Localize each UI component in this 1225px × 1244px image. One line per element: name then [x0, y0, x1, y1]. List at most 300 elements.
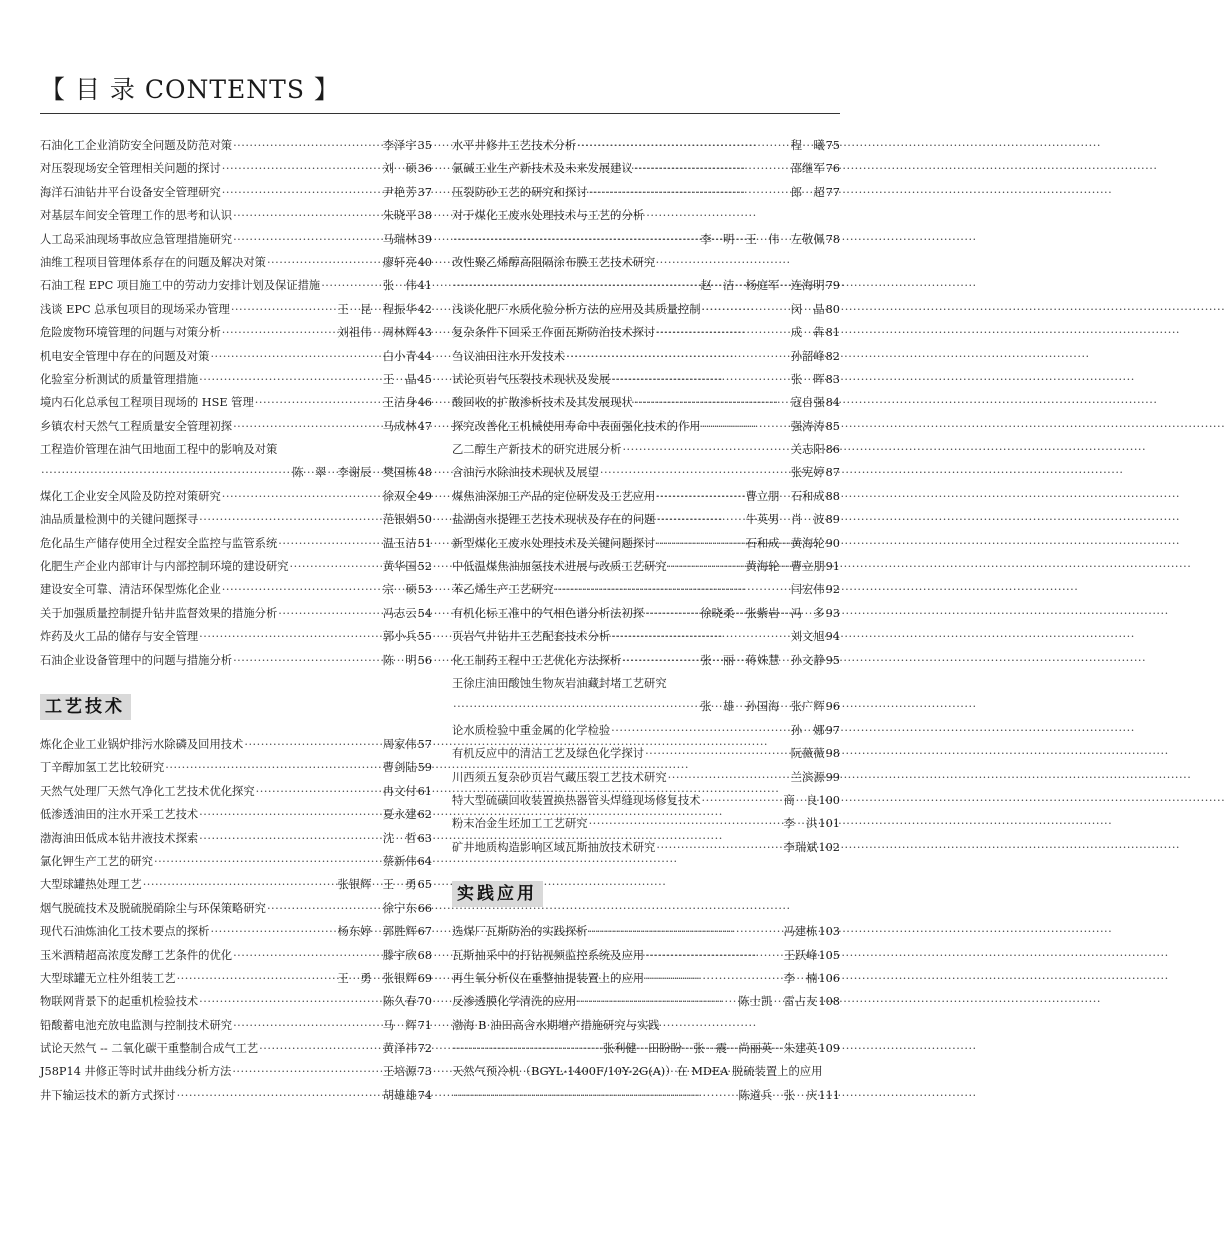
entry-authors: 张 晖 — [790, 372, 825, 386]
entry-byline — [338, 967, 432, 990]
dot-leader — [645, 742, 790, 765]
entry-title: 酸回收的扩散渗析技术及其发展现状 — [452, 396, 633, 410]
toc-entry[interactable] — [452, 625, 840, 648]
entry-byline — [746, 532, 840, 555]
entry-byline — [383, 803, 432, 826]
entry-page-number: 73 — [417, 1065, 432, 1079]
entry-authors: 朱晓平 — [382, 209, 417, 223]
dot-leader — [233, 228, 382, 251]
toc-entry[interactable] — [40, 438, 432, 461]
toc-entry[interactable] — [452, 532, 840, 555]
toc-entry[interactable] — [40, 461, 432, 484]
toc-entry[interactable] — [40, 321, 432, 344]
dot-leader — [645, 602, 699, 625]
entry-byline — [700, 649, 840, 672]
entry-authors: 张 雄 孙国海 张广辉 — [700, 700, 825, 714]
entry-page-number: 44 — [417, 349, 432, 363]
entry-page-number: 41 — [417, 279, 432, 293]
toc-entry[interactable] — [40, 415, 432, 438]
entry-title: 乙二醇生产新技术的研究进展分析 — [452, 443, 622, 457]
entry-authors: 马成林 — [382, 419, 417, 433]
entry-title: 试论天然气 -- 二氧化碳干重整制合成气工艺 — [40, 1042, 259, 1056]
entry-byline — [383, 827, 432, 850]
entry-page-number: 42 — [417, 302, 432, 316]
entry-page-number: 63 — [417, 831, 432, 845]
entry-title: 丁辛醇加氢工艺比较研究 — [40, 761, 165, 775]
dot-leader — [656, 321, 789, 344]
toc-entry[interactable] — [452, 1014, 840, 1037]
entry-title: 对于煤化工废水处理技术与工艺的分析 — [452, 209, 645, 223]
entry-authors: 关志阳 — [790, 443, 825, 457]
entry-page-number: 87 — [825, 466, 840, 480]
entry-page-number: 89 — [825, 513, 840, 527]
toc-entry[interactable] — [452, 415, 840, 438]
toc-entry[interactable] — [452, 274, 840, 297]
toc-entry[interactable] — [40, 345, 432, 368]
entry-title: 粉末冶金生坯加工工艺研究 — [452, 817, 588, 831]
entry-page-number: 50 — [417, 513, 432, 527]
toc-entry[interactable] — [452, 990, 840, 1013]
toc-entry[interactable] — [40, 602, 432, 625]
toc-entry[interactable] — [452, 485, 840, 508]
toc-entry[interactable] — [40, 578, 432, 601]
dot-leader — [634, 391, 790, 414]
entry-title: 关于加强质量控制提升钻井监督效果的措施分析 — [40, 606, 278, 620]
toc-entry[interactable] — [452, 134, 840, 157]
entry-title: 有机反应中的清洁工艺及绿色化学探讨 — [452, 747, 645, 761]
toc-entry[interactable] — [40, 1014, 432, 1037]
toc-entry[interactable] — [452, 1060, 840, 1083]
dot-leader — [233, 204, 382, 227]
toc-entry[interactable] — [40, 920, 432, 943]
entry-authors: 李 楠 — [783, 971, 818, 985]
entry-title: 石油企业设备管理中的问题与措施分析 — [40, 653, 233, 667]
toc-entry[interactable] — [40, 204, 432, 227]
entry-page-number: 90 — [825, 536, 840, 550]
entry-page-number: 97 — [825, 723, 840, 737]
entry-byline — [383, 415, 432, 438]
toc-entry[interactable] — [40, 733, 432, 756]
toc-entry[interactable] — [40, 181, 432, 204]
entry-title: 炸药及火工品的储存与安全管理 — [40, 630, 199, 644]
toc-entry[interactable] — [452, 602, 840, 625]
toc-entry[interactable] — [40, 532, 432, 555]
toc-entry[interactable] — [452, 766, 840, 789]
entry-byline — [383, 1014, 432, 1037]
entry-title: 瓦斯抽采中的打钻视频监控系统及应用 — [452, 948, 645, 962]
entry-title: 石油化工企业消防安全问题及防范对策 — [40, 139, 233, 152]
entry-authors: 冯志云 — [382, 606, 417, 620]
entry-title: 机电安全管理中存在的问题及对策 — [40, 349, 210, 363]
entry-title: 石油工程 EPC 项目施工中的劳动力安排计划及保证措施 — [40, 279, 321, 293]
dot-leader — [453, 695, 699, 718]
toc-entry[interactable] — [40, 897, 432, 920]
entry-authors: 王 晶 — [382, 372, 417, 386]
dot-leader — [622, 438, 789, 461]
entry-byline — [383, 134, 432, 157]
entry-byline — [383, 990, 432, 1013]
entry-byline — [791, 321, 840, 344]
entry-page-number: 69 — [417, 971, 432, 985]
entry-title: 刍议油田注水开发技术 — [452, 349, 565, 363]
entry-byline — [383, 274, 432, 297]
entry-byline — [383, 1060, 432, 1083]
toc-entry[interactable] — [40, 756, 432, 779]
entry-page-number: 82 — [825, 349, 840, 363]
toc-entry[interactable] — [40, 625, 432, 648]
entry-byline — [383, 368, 432, 391]
dot-leader — [222, 157, 382, 180]
entry-title: 探究改善化工机械使用寿命中表面强化技术的作用 — [452, 419, 701, 433]
entry-byline — [338, 873, 432, 896]
toc-entry[interactable] — [40, 134, 432, 157]
entry-page-number: 78 — [825, 232, 840, 246]
entry-title: 危险废物环境管理的问题与对策分析 — [40, 326, 221, 340]
toc-entry[interactable] — [452, 181, 840, 204]
dot-leader — [278, 602, 381, 625]
entry-authors: 马瑞林 — [382, 232, 417, 246]
dot-leader — [41, 461, 291, 484]
entry-title: 新型煤化工废水处理技术及关键问题探讨 — [452, 536, 656, 550]
dot-leader — [611, 719, 790, 742]
dot-leader — [210, 920, 336, 943]
entry-title: 含油污水除油技术现状及展望 — [452, 466, 599, 480]
entry-byline — [738, 1084, 840, 1107]
toc-entry[interactable] — [40, 967, 432, 990]
dot-leader — [222, 578, 382, 601]
entry-authors: 黄泽祎 — [382, 1042, 417, 1056]
section-heading: 工艺技术 — [40, 694, 131, 720]
dot-leader — [290, 555, 382, 578]
toc-entry[interactable] — [452, 1037, 840, 1060]
toc-entry[interactable] — [40, 1060, 432, 1083]
entry-authors: 杨东婷 郭胜辉 — [337, 925, 417, 939]
entry-page-number: 80 — [825, 302, 840, 316]
dot-leader — [199, 368, 382, 391]
dot-leader — [656, 485, 744, 508]
entry-title: 选煤厂瓦斯防治的实践探析 — [452, 925, 588, 939]
entry-byline — [791, 391, 840, 414]
toc-entry[interactable] — [40, 251, 432, 274]
entry-page-number: 36 — [417, 162, 432, 176]
entry-title: 油维工程项目管理体系存在的问题及解决对策 — [40, 255, 266, 269]
entry-title: 低渗透油田的注水开采工艺技术 — [40, 808, 199, 822]
dot-leader — [668, 766, 790, 789]
entry-authors: 强涛涛 — [790, 419, 825, 433]
entry-byline — [383, 228, 432, 251]
entry-page-number: 70 — [417, 995, 432, 1009]
entry-authors: 赵 洁 杨庭军 连海明 — [700, 279, 825, 293]
toc-entry[interactable] — [452, 719, 840, 742]
entry-title: 海洋石油钻井平台设备安全管理研究 — [40, 185, 221, 199]
entry-byline — [383, 733, 432, 756]
entry-page-number: 105 — [818, 948, 840, 962]
entry-authors: 陈久春 — [382, 995, 417, 1009]
dot-leader — [233, 415, 382, 438]
entry-byline — [383, 157, 432, 180]
entry-byline — [383, 555, 432, 578]
entry-page-number: 72 — [417, 1042, 432, 1056]
entry-authors: 孙韶峰 — [790, 349, 825, 363]
toc-entry[interactable] — [452, 251, 840, 274]
entry-page-number: 75 — [825, 139, 840, 152]
toc-entry[interactable] — [40, 1037, 432, 1060]
entry-authors: 徐晓柔 张紫岩 冯 多 — [700, 606, 825, 620]
toc-entry[interactable] — [452, 555, 840, 578]
toc-entry[interactable] — [40, 298, 432, 321]
toc-entry[interactable] — [452, 204, 840, 227]
entry-title: 人工岛采油现场事故应急管理措施研究 — [40, 232, 233, 246]
toc-entry[interactable] — [452, 836, 840, 859]
toc-entry[interactable] — [452, 1084, 840, 1107]
entry-authors: 孙 娜 — [790, 723, 825, 737]
toc-entry[interactable] — [40, 368, 432, 391]
entry-byline — [791, 181, 840, 204]
entry-byline — [383, 602, 432, 625]
entry-authors: 张 伟 — [382, 279, 417, 293]
entry-page-number: 51 — [417, 536, 432, 550]
entry-page-number: 81 — [825, 326, 840, 340]
entry-authors: 兰滨源 — [790, 770, 825, 784]
entry-title: 大型球罐无立柱外组装工艺 — [40, 971, 176, 985]
toc-entry[interactable] — [40, 508, 432, 531]
entry-byline — [700, 228, 840, 251]
toc-entry[interactable] — [40, 228, 432, 251]
entry-byline — [791, 578, 840, 601]
entry-byline — [383, 1084, 432, 1107]
entry-authors: 张银辉 王 勇 — [337, 878, 417, 892]
toc-entry[interactable] — [452, 508, 840, 531]
toc-entry[interactable] — [40, 157, 432, 180]
toc-entry[interactable] — [40, 803, 432, 826]
toc-entry[interactable] — [452, 368, 840, 391]
toc-entry[interactable] — [40, 780, 432, 803]
contents-column-left — [40, 134, 432, 1107]
toc-entry[interactable] — [452, 461, 840, 484]
entry-byline — [700, 274, 840, 297]
entry-title: 复杂条件下回采工作面瓦斯防治技术探讨 — [452, 326, 656, 340]
toc-entry[interactable] — [40, 274, 432, 297]
entry-authors: 陈士凯 雷占友 — [738, 995, 818, 1009]
entry-title: 建设安全可靠、清洁环保型炼化企业 — [40, 583, 221, 597]
dot-leader — [222, 485, 382, 508]
entry-page-number: 54 — [417, 606, 432, 620]
toc-entry[interactable] — [452, 789, 840, 812]
entry-title: 境内石化总承包工程项目现场的 HSE 管理 — [40, 396, 254, 410]
toc-entry[interactable] — [452, 695, 840, 718]
dot-leader — [645, 967, 782, 990]
entry-byline — [791, 719, 840, 742]
toc-entry[interactable] — [452, 391, 840, 414]
entry-page-number: 93 — [825, 606, 840, 620]
entry-authors: 范银娟 — [382, 513, 417, 527]
entry-page-number: 53 — [417, 583, 432, 597]
entry-byline — [383, 508, 432, 531]
dot-leader — [256, 780, 382, 803]
entry-page-number: 66 — [417, 901, 432, 915]
entry-authors: 张宪婷 — [790, 466, 825, 480]
entry-authors: 闫宏伟 — [790, 583, 825, 597]
dot-leader — [656, 508, 744, 531]
entry-authors: 李 明 王 伟 左敬佩 — [700, 232, 825, 246]
entry-title: 论水质检验中重金属的化学检验 — [452, 723, 611, 737]
dot-leader — [634, 157, 790, 180]
entry-title: 王徐庄油田酸蚀生物灰岩油藏封堵工艺研究 — [452, 676, 667, 690]
entry-title: 川西须五复杂砂页岩气藏压裂工艺技术研究 — [452, 770, 667, 784]
entry-page-number: 61 — [417, 784, 432, 798]
dot-leader — [566, 345, 790, 368]
entry-byline — [383, 649, 432, 672]
entry-title: 渤海 B 油田高含水期增产措施研究与实践 — [452, 1018, 660, 1032]
entry-title: 水平井修井工艺技术分析 — [452, 139, 577, 152]
entry-authors: 张 丽 蒋姝慧 孙文静 — [700, 653, 825, 667]
dot-leader — [656, 836, 782, 859]
dot-leader — [600, 461, 790, 484]
entry-page-number: 77 — [825, 185, 840, 199]
entry-byline — [746, 508, 840, 531]
entry-title: 化工制药工程中工艺优化方法探析 — [452, 653, 622, 667]
entry-byline — [383, 578, 432, 601]
entry-authors: 滕宇欣 — [382, 948, 417, 962]
dot-leader — [233, 649, 382, 672]
toc-entry[interactable] — [40, 391, 432, 414]
toc-entry[interactable] — [40, 555, 432, 578]
entry-authors: 李瑞斌 — [783, 840, 818, 854]
entry-page-number: 84 — [825, 396, 840, 410]
toc-entry[interactable] — [40, 873, 432, 896]
dot-leader — [199, 508, 382, 531]
entry-byline — [791, 438, 840, 461]
entry-byline — [784, 944, 840, 967]
entry-page-number: 71 — [417, 1018, 432, 1032]
entry-page-number: 52 — [417, 560, 432, 574]
dot-leader — [702, 415, 790, 438]
dot-leader — [165, 756, 381, 779]
entry-title: 乡镇农村天然气工程质量安全管理初探 — [40, 419, 233, 433]
entry-byline — [784, 836, 840, 859]
entry-page-number: 37 — [417, 185, 432, 199]
entry-title: 工程造价管理在油气田地面工程中的影响及对策 — [40, 443, 278, 457]
entry-page-number: 94 — [825, 630, 840, 644]
entry-page-number: 39 — [417, 232, 432, 246]
entry-page-number: 79 — [825, 279, 840, 293]
entry-title: 矿井地质构造影响区域瓦斯抽放技术研究 — [452, 840, 656, 854]
entry-authors: 廖轩亮 — [382, 255, 417, 269]
entry-authors: 黄海轮 曹立朋 — [745, 560, 825, 574]
toc-entry[interactable] — [452, 649, 840, 672]
toc-entry[interactable] — [452, 578, 840, 601]
dot-leader — [199, 625, 382, 648]
entry-byline — [383, 391, 432, 414]
entry-page-number: 101 — [818, 817, 840, 831]
dot-leader — [577, 990, 737, 1013]
entry-page-number: 98 — [825, 747, 840, 761]
entry-authors: 成 犇 — [790, 326, 825, 340]
toc-entry[interactable] — [40, 990, 432, 1013]
entry-title: 物联网背景下的起重机检验技术 — [40, 995, 199, 1009]
entry-title: 对基层车间安全管理工作的思考和认识 — [40, 209, 233, 223]
toc-entry[interactable] — [40, 1084, 432, 1107]
entry-title: 压裂防砂工艺的研究和探讨 — [452, 185, 588, 199]
toc-entry[interactable] — [40, 944, 432, 967]
entry-title: 天然气预冷机（BGYL-1400F/10Y-2G(A)）在 MDEA 脱硫装置上的应用 — [452, 1065, 823, 1079]
toc-entry[interactable] — [452, 228, 840, 251]
dot-leader — [668, 555, 745, 578]
toc-entry[interactable] — [452, 944, 840, 967]
entry-page-number: 102 — [818, 840, 840, 854]
entry-authors: 商 良 — [783, 793, 818, 807]
dot-leader — [622, 649, 699, 672]
dot-leader — [645, 944, 782, 967]
entry-authors: 陈 翠 李谢辰 樊国栋 — [292, 466, 417, 480]
entry-page-number: 92 — [825, 583, 840, 597]
toc-entry[interactable] — [40, 850, 432, 873]
entry-page-number: 57 — [417, 737, 432, 751]
entry-page-number: 111 — [818, 1088, 840, 1102]
entry-byline — [383, 850, 432, 873]
entry-byline — [292, 461, 432, 484]
entry-authors: 王 勇 张银辉 — [337, 971, 417, 985]
entry-title: 炼化企业工业锅炉排污水除磷及回用技术 — [40, 737, 244, 751]
entry-page-number: 56 — [417, 653, 432, 667]
toc-entry[interactable] — [40, 649, 432, 672]
toc-entry[interactable] — [40, 827, 432, 850]
entry-page-number: 68 — [417, 948, 432, 962]
entry-page-number: 49 — [417, 489, 432, 503]
toc-entry[interactable] — [452, 967, 840, 990]
entry-title: 有机化标工准中的气相色谱分析法初探 — [452, 606, 645, 620]
dot-leader — [154, 850, 382, 873]
entry-title: 试论页岩气压裂技术现状及发展 — [452, 372, 611, 386]
dot-leader — [589, 181, 790, 204]
entry-title: 渤海油田低成本钻井液技术探索 — [40, 831, 199, 845]
toc-entry[interactable] — [452, 298, 840, 321]
entry-title: 对压裂现场安全管理相关问题的探讨 — [40, 162, 221, 176]
toc-entry[interactable] — [452, 438, 840, 461]
toc-entry[interactable] — [452, 345, 840, 368]
dot-leader — [453, 1084, 737, 1107]
dot-leader — [611, 625, 790, 648]
dot-leader — [232, 1060, 381, 1083]
toc-entry[interactable] — [452, 672, 840, 695]
entry-authors: 黄华国 — [382, 560, 417, 574]
entry-byline — [700, 602, 840, 625]
toc-entry[interactable] — [452, 157, 840, 180]
dot-leader — [267, 251, 382, 274]
entry-byline — [383, 625, 432, 648]
toc-entry[interactable] — [452, 742, 840, 765]
entry-authors: 马 辉 — [382, 1018, 417, 1032]
entry-byline — [383, 780, 432, 803]
entry-title: 大型球罐热处理工艺 — [40, 878, 142, 892]
entry-authors: 牛英男 肖 波 — [745, 513, 825, 527]
dot-leader — [177, 1084, 382, 1107]
dot-leader — [233, 944, 382, 967]
entry-authors: 陈 明 — [382, 653, 417, 667]
toc-entry[interactable] — [452, 812, 840, 835]
entry-authors: 周家伟 — [382, 737, 417, 751]
entry-page-number: 85 — [825, 419, 840, 433]
entry-title: 苯乙烯生产工艺研究 — [452, 583, 554, 597]
toc-entry[interactable] — [40, 485, 432, 508]
entry-page-number: 91 — [825, 560, 840, 574]
dot-leader — [177, 967, 337, 990]
dot-leader — [453, 274, 699, 297]
page-title: 【 目 录 CONTENTS 】 — [40, 75, 340, 104]
entry-page-number: 103 — [818, 925, 840, 939]
toc-entry[interactable] — [452, 920, 840, 943]
toc-entry[interactable] — [452, 321, 840, 344]
